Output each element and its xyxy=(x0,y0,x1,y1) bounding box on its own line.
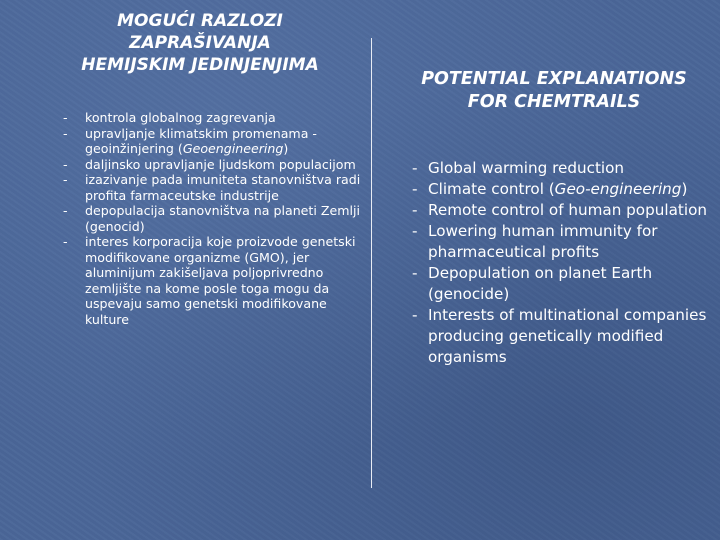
right-list-item: - Remote control of human population xyxy=(412,201,707,219)
item-text: depopulacija stanovništva na planeti Zemlji (genocid) xyxy=(85,203,361,234)
left-list-item: - kontrola globalnog zagrevanja xyxy=(63,110,276,125)
item-text: interes korporacija koje proizvode genetski modifikovane organizme (GMO), jer aluminijum zakišeljava poljoprivredno zemljište na kome posle toga mogu da uspevaju samo genetski modifikovane kulture xyxy=(85,234,356,327)
item-text: daljinsko upravljanje ljudskom populacijom xyxy=(85,156,356,172)
left-title-line: ZAPRAŠIVANJA xyxy=(129,33,271,53)
item-text-end: ) xyxy=(681,180,688,198)
right-list-item: - Lowering human immunity for pharmaceutical profits xyxy=(412,222,658,261)
right-list-item: - Global warming reduction xyxy=(412,159,625,177)
column-divider xyxy=(371,38,372,488)
item-italic-text: Geoengineering xyxy=(182,141,284,156)
left-list-item: - upravljanje klimatskim promenama - geoinžinjering (Geoengineering) xyxy=(63,125,317,156)
left-title-line: HEMIJSKIM JEDINJENJIMA xyxy=(81,55,319,75)
left-title-line: MOGUĆI RAZLOZI xyxy=(117,11,283,31)
item-text: upravljanje klimatskim promenama - geoinžinjering ( xyxy=(85,125,317,156)
right-list-item: - Depopulation on planet Earth (genocide) xyxy=(412,264,653,303)
right-title-line: FOR CHEMTRAILS xyxy=(467,92,641,112)
left-list-item: - depopulacija stanovništva na planeti Zemlji (genocid) xyxy=(63,203,361,234)
right-bullet-list xyxy=(412,158,712,368)
left-list-item: - daljinsko upravljanje ljudskom populacijom xyxy=(63,156,356,172)
item-text: kontrola globalnog zagrevanja xyxy=(85,110,276,125)
item-italic-text: Geo-engineering xyxy=(554,180,682,198)
left-list-item: - interes korporacija koje proizvode genetski modifikovane organizme (GMO), jer aluminijum zakišeljava poljoprivredno zemljište na kome posle toga mogu da uspevaju samo genetski modifikovane kulture xyxy=(63,234,356,327)
left-bullet-list xyxy=(63,110,368,327)
item-text: Interests of multinational companies producing genetically modified organisms xyxy=(428,306,707,366)
item-text: Depopulation on planet Earth (genocide) xyxy=(428,264,653,303)
item-text: Lowering human immunity for pharmaceutical profits xyxy=(428,222,658,261)
item-text: Remote control of human population xyxy=(428,201,707,219)
right-list-item: - Climate control (Geo-engineering) xyxy=(412,180,688,198)
right-title xyxy=(395,68,713,114)
item-text-end: ) xyxy=(283,141,289,156)
right-list-item: - Interests of multinational companies producing genetically modified organisms xyxy=(412,306,707,366)
right-title-line: POTENTIAL EXPLANATIONS xyxy=(421,69,687,89)
item-text: izazivanje pada imuniteta stanovništva radi profita farmaceutske industrije xyxy=(85,172,361,203)
item-text: Climate control ( xyxy=(428,180,555,198)
item-text: Global warming reduction xyxy=(428,159,625,177)
left-title xyxy=(40,10,360,76)
left-list-item: - izazivanje pada imuniteta stanovništva radi profita farmaceutske industrije xyxy=(63,172,361,203)
